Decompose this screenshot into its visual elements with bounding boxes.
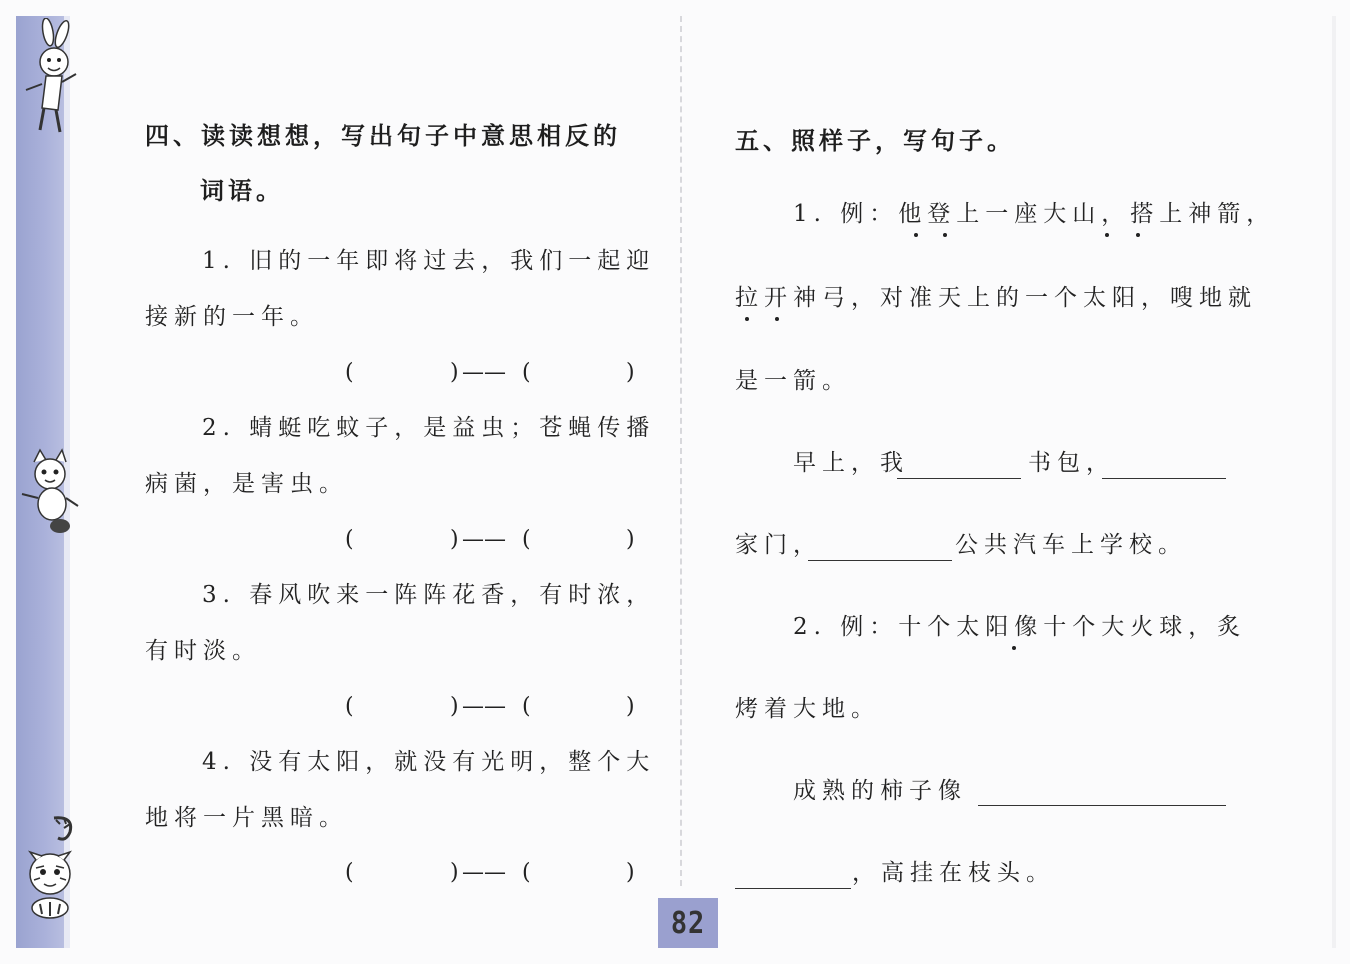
example-2-line1: 2. 例：十个太阳像十个大火球，炙 (793, 614, 1247, 640)
question-4-line1: 4. 没有太阳，就没有光明，整个大 (202, 749, 656, 775)
answer-close-paren: ) (450, 360, 459, 385)
fill-blank-5[interactable] (735, 888, 851, 889)
answer-open-paren: ( (522, 860, 531, 885)
question-3-line2: 有时淡。 (145, 638, 261, 664)
exercise-2-text-b: ，高挂在枝头。 (852, 860, 1055, 886)
rabbit-mascot-icon (14, 18, 86, 138)
answer-close-paren: ) (450, 694, 459, 719)
answer-open-paren: ( (345, 860, 354, 885)
exercise-1-text-a: 早上，我 (793, 450, 909, 476)
answer-blank-4b[interactable] (536, 860, 624, 886)
question-2-line2: 病菌，是害虫。 (145, 471, 348, 497)
answer-blank-2b[interactable] (536, 527, 624, 553)
answer-blank-1b[interactable] (536, 360, 624, 386)
answer-blank-3a[interactable] (358, 694, 448, 720)
answer-open-paren: ( (522, 527, 531, 552)
page-edge (1332, 16, 1336, 948)
answer-open-paren: ( (345, 694, 354, 719)
question-1-line1: 1. 旧的一年即将过去，我们一起迎 (202, 248, 656, 274)
answer-blank-3b[interactable] (536, 694, 624, 720)
answer-open-paren: ( (522, 360, 531, 385)
answer-blank-1a[interactable] (358, 360, 448, 386)
question-1-line2: 接新的一年。 (145, 304, 319, 330)
answer-close-paren: ) (626, 694, 635, 719)
emphasis-dot (1136, 233, 1140, 237)
emphasis-dot (775, 317, 779, 321)
answer-close-paren: ) (450, 860, 459, 885)
example-1-line1: 1. 例：他登上一座大山，搭上神箭， (793, 201, 1276, 227)
page-number: 82 (670, 905, 706, 941)
exercise-1-text-c: 家门， (735, 532, 822, 558)
fill-blank-3[interactable] (808, 560, 952, 561)
answer-dash: —— (462, 694, 506, 719)
tiger-mascot-icon (14, 812, 86, 922)
page-number-badge (658, 898, 718, 948)
section-4-heading: 四、读读想想，写出句子中意思相反的 (145, 122, 621, 150)
fill-blank-1[interactable] (897, 478, 1021, 479)
answer-close-paren: ) (626, 527, 635, 552)
section-4-heading-cont: 词语。 (200, 177, 284, 205)
section-5-heading: 五、照样子，写句子。 (735, 127, 1015, 155)
answer-close-paren: ) (626, 360, 635, 385)
emphasis-dot (914, 233, 918, 237)
emphasis-dot (1105, 233, 1109, 237)
answer-open-paren: ( (522, 694, 531, 719)
exercise-2-text-a: 成熟的柿子像 (793, 778, 967, 804)
answer-dash: —— (462, 527, 506, 552)
example-1-line3: 是一箭。 (735, 368, 851, 394)
answer-open-paren: ( (345, 527, 354, 552)
answer-blank-2a[interactable] (358, 527, 448, 553)
exercise-1-text-d: 公共汽车上学校。 (955, 532, 1187, 558)
answer-close-paren: ) (450, 527, 459, 552)
exercise-1-text-b: 书包， (1028, 450, 1115, 476)
example-2-line2: 烤着大地。 (735, 696, 880, 722)
answer-blank-4a[interactable] (358, 860, 448, 886)
answer-close-paren: ) (626, 860, 635, 885)
emphasis-dot (745, 317, 749, 321)
emphasis-dot (943, 233, 947, 237)
fill-blank-4[interactable] (978, 805, 1226, 806)
cat-mascot-icon (14, 448, 86, 538)
answer-dash: —— (462, 360, 506, 385)
page-fold (680, 16, 682, 886)
emphasis-dot (1012, 646, 1016, 650)
question-2-line1: 2. 蜻蜓吃蚊子，是益虫；苍蝇传播 (202, 415, 656, 441)
answer-open-paren: ( (345, 360, 354, 385)
answer-dash: —— (462, 860, 506, 885)
fill-blank-2[interactable] (1102, 478, 1226, 479)
question-4-line2: 地将一片黑暗。 (145, 805, 348, 831)
question-3-line1: 3. 春风吹来一阵阵花香，有时浓， (202, 582, 656, 608)
example-1-line2: 拉开神弓，对准天上的一个太阳，嗖地就 (735, 285, 1257, 311)
